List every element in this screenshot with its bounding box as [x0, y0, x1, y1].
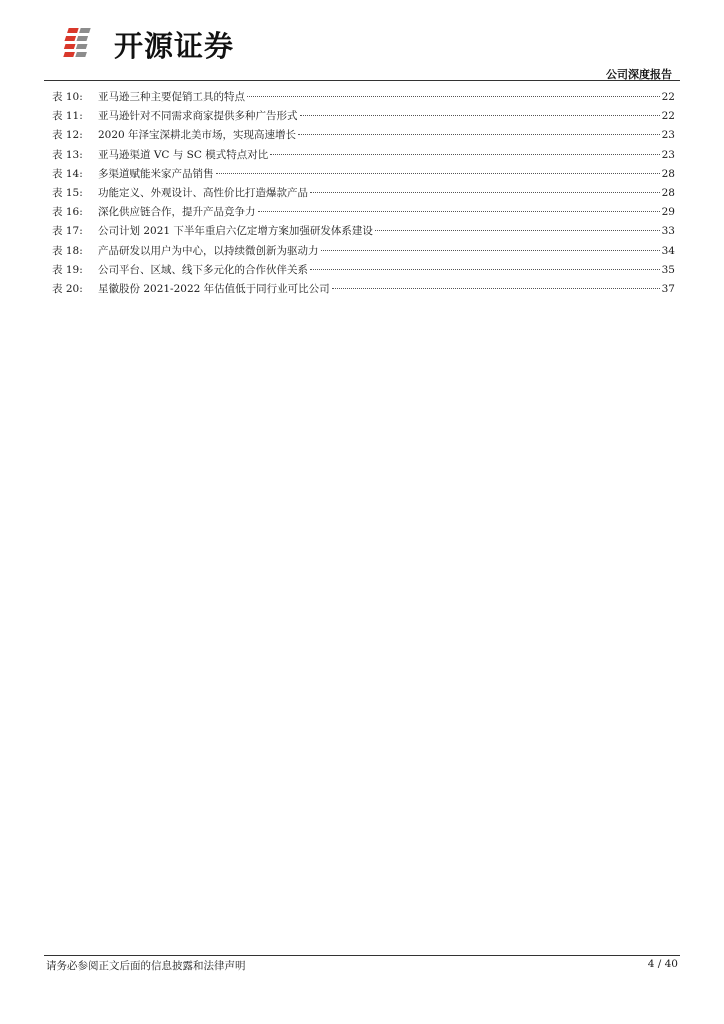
toc-entry-title: 公司计划 2021 下半年重启六亿定增方案加强研发体系建设 — [98, 225, 373, 238]
toc-entry-title: 产品研发以用户为中心，以持续微创新为驱动力 — [98, 244, 319, 257]
toc-dot-leader — [298, 133, 660, 135]
brand-logo — [60, 24, 234, 64]
toc-dot-leader — [258, 210, 660, 212]
toc-entry-number: 表 16: — [52, 206, 83, 219]
toc-entry-number: 表 17: — [52, 225, 83, 238]
toc-entry-page: 23 — [661, 129, 675, 142]
toc-entry[interactable] — [52, 184, 675, 203]
toc-entry-number: 表 18: — [52, 244, 83, 257]
toc-dot-leader — [247, 95, 660, 97]
toc-entry-number: 表 19: — [52, 263, 83, 276]
toc-entry-page: 22 — [661, 91, 675, 103]
footer-page-indicator: 4 / 40 — [647, 958, 678, 970]
toc-entry-number: 表 14: — [52, 167, 83, 180]
toc-dot-leader — [216, 172, 660, 174]
toc-dot-leader — [300, 114, 660, 116]
toc-entry-page: 37 — [661, 282, 675, 295]
toc-entry-page: 22 — [661, 110, 675, 123]
toc-entry-page: 34 — [661, 244, 675, 257]
toc-entry[interactable] — [52, 107, 675, 126]
toc-dot-leader — [375, 229, 660, 231]
toc-entry[interactable] — [52, 88, 675, 107]
toc-entry[interactable] — [52, 146, 675, 165]
toc-dot-leader — [270, 153, 659, 155]
footer-disclaimer: 请务必参阅正文后面的信息披露和法律声明 — [46, 960, 246, 972]
page-header — [0, 0, 724, 82]
toc-entry-number: 表 20: — [52, 282, 83, 295]
toc-entry-title: 2020 年泽宝深耕北美市场，实现高速增长 — [98, 129, 297, 142]
table-of-contents — [52, 88, 675, 299]
toc-entry[interactable] — [52, 222, 675, 241]
toc-entry[interactable] — [52, 203, 675, 222]
toc-entry-page: 23 — [661, 148, 675, 161]
toc-entry[interactable] — [52, 261, 675, 280]
toc-entry-number: 表 12: — [52, 129, 83, 142]
toc-dot-leader — [310, 268, 660, 270]
brand-mark-icon — [60, 24, 106, 64]
toc-entry-page: 28 — [661, 167, 675, 180]
report-type-label: 公司深度报告 — [606, 68, 672, 81]
toc-entry[interactable] — [52, 165, 675, 184]
toc-entry[interactable] — [52, 242, 675, 261]
toc-entry-title: 多渠道赋能米家产品销售 — [98, 167, 214, 180]
brand-name: 开源证券 — [114, 28, 235, 63]
toc-entry-title: 亚马逊渠道 VC 与 SC 模式特点对比 — [98, 148, 269, 161]
toc-entry-title: 亚马逊针对不同需求商家提供多种广告形式 — [98, 110, 298, 123]
toc-entry-page: 28 — [661, 186, 675, 199]
toc-entry-page: 35 — [661, 263, 675, 276]
toc-entry-title: 功能定义、外观设计、高性价比打造爆款产品 — [98, 186, 308, 199]
toc-entry-page: 33 — [661, 225, 675, 238]
toc-entry-number: 表 15: — [52, 186, 83, 199]
toc-dot-leader — [310, 191, 660, 193]
toc-dot-leader — [321, 249, 660, 251]
toc-entry-title: 深化供应链合作，提升产品竞争力 — [98, 206, 256, 219]
header-divider — [44, 80, 680, 81]
footer-divider — [44, 955, 680, 956]
toc-entry-title: 公司平台、区域、线下多元化的合作伙伴关系 — [98, 263, 308, 276]
toc-entry-page: 29 — [661, 206, 675, 219]
toc-entry-title: 星徽股份 2021-2022 年估值低于同行业可比公司 — [98, 282, 330, 295]
toc-entry-number: 表 10: — [52, 91, 83, 103]
toc-entry[interactable] — [52, 126, 675, 145]
toc-entry-number: 表 13: — [52, 148, 83, 161]
toc-entry-title: 亚马逊三种主要促销工具的特点 — [98, 91, 245, 103]
toc-entry[interactable] — [52, 280, 675, 299]
toc-dot-leader — [332, 287, 660, 289]
toc-entry-number: 表 11: — [52, 110, 83, 123]
